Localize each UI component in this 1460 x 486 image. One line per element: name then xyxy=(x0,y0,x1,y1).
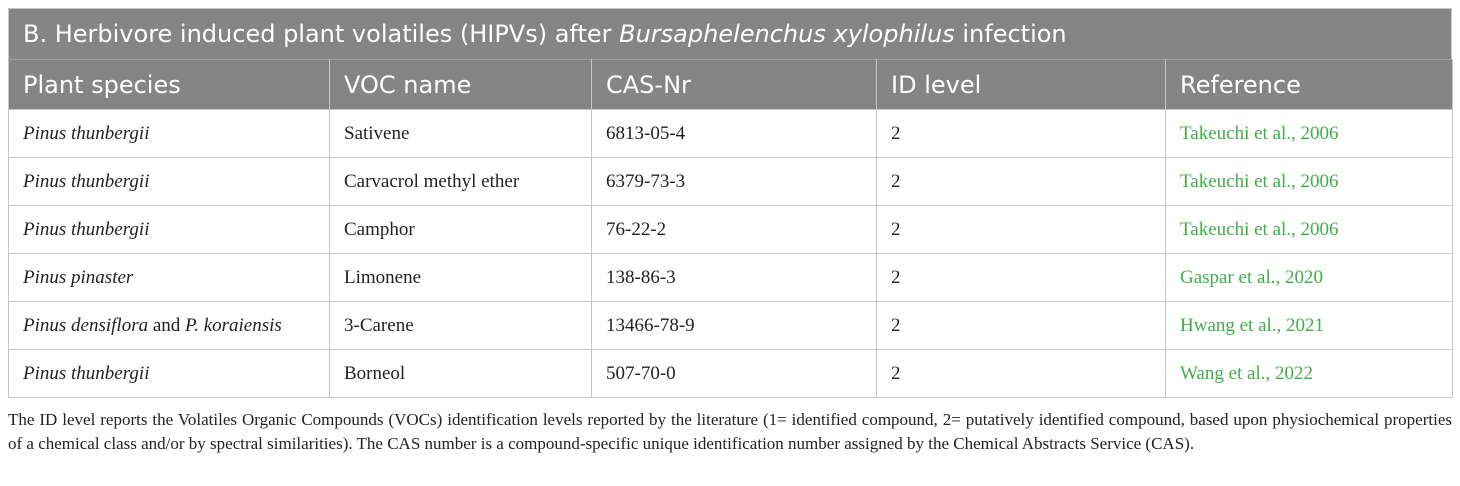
cell-plant-species: Pinus thunbergii xyxy=(9,158,330,206)
cell-reference xyxy=(1166,302,1453,350)
table-title-species: Bursaphelenchus xylophilus xyxy=(619,20,955,48)
col-header-cas-nr: CAS-Nr xyxy=(592,60,877,110)
cell-voc-name: 3-Carene xyxy=(330,302,592,350)
cell-plant-species: Pinus thunbergii xyxy=(9,350,330,398)
cell-id-level: 2 xyxy=(877,158,1166,206)
reference-link[interactable]: Hwang et al., 2021 xyxy=(1180,314,1325,336)
reference-link[interactable]: Gaspar et al., 2020 xyxy=(1180,266,1323,288)
cell-cas-nr: 6813-05-4 xyxy=(592,110,877,158)
cell-voc-name: Limonene xyxy=(330,254,592,302)
col-header-plant-species: Plant species xyxy=(9,60,330,110)
header-row xyxy=(9,60,1453,110)
cell-voc-name: Camphor xyxy=(330,206,592,254)
cell-reference xyxy=(1166,110,1453,158)
cell-cas-nr: 507-70-0 xyxy=(592,350,877,398)
reference-link[interactable]: Takeuchi et al., 2006 xyxy=(1180,170,1339,192)
cell-reference xyxy=(1166,350,1453,398)
reference-link[interactable]: Wang et al., 2022 xyxy=(1180,362,1314,384)
reference-link[interactable]: Takeuchi et al., 2006 xyxy=(1180,218,1339,240)
cell-id-level: 2 xyxy=(877,254,1166,302)
col-header-reference: Reference xyxy=(1166,60,1453,110)
table-row xyxy=(9,302,1453,350)
cell-voc-name: Borneol xyxy=(330,350,592,398)
col-header-id-level: ID level xyxy=(877,60,1166,110)
cell-plant-species: Pinus thunbergii xyxy=(9,110,330,158)
cell-plant-species xyxy=(9,302,330,350)
cell-plant-species: Pinus pinaster xyxy=(9,254,330,302)
cell-reference xyxy=(1166,254,1453,302)
cell-id-level: 2 xyxy=(877,206,1166,254)
cell-id-level: 2 xyxy=(877,302,1166,350)
cell-id-level: 2 xyxy=(877,110,1166,158)
col-header-voc-name: VOC name xyxy=(330,60,592,110)
table-row xyxy=(9,158,1453,206)
table-container xyxy=(8,8,1452,398)
cell-cas-nr: 138-86-3 xyxy=(592,254,877,302)
cell-cas-nr: 13466-78-9 xyxy=(592,302,877,350)
plant-species-name-extra: P. koraiensis xyxy=(185,314,282,336)
table-title-suffix: infection xyxy=(954,20,1067,48)
table-row xyxy=(9,350,1453,398)
cell-id-level: 2 xyxy=(877,350,1166,398)
plant-species-name: Pinus densiflora xyxy=(23,314,149,336)
table-row xyxy=(9,254,1453,302)
table-title-prefix: B. Herbivore induced plant volatiles (HIPVs) after xyxy=(23,20,620,48)
cell-reference xyxy=(1166,158,1453,206)
table-row xyxy=(9,110,1453,158)
reference-link[interactable]: Takeuchi et al., 2006 xyxy=(1180,122,1339,144)
table-title xyxy=(8,8,1452,59)
hipv-table xyxy=(8,59,1453,398)
cell-cas-nr: 6379-73-3 xyxy=(592,158,877,206)
cell-reference xyxy=(1166,206,1453,254)
cell-voc-name: Sativene xyxy=(330,110,592,158)
plant-species-conjunction: and xyxy=(148,314,186,336)
table-row xyxy=(9,206,1453,254)
cell-plant-species: Pinus thunbergii xyxy=(9,206,330,254)
cell-voc-name: Carvacrol methyl ether xyxy=(330,158,592,206)
cell-cas-nr: 76-22-2 xyxy=(592,206,877,254)
table-footnote: The ID level reports the Volatiles Organic Compounds (VOCs) identification levels reported by the literature (1= identified compound, 2= putatively identified compound, based upon physiochemical properties of a chemical class and/or by spectral similarities). The CAS number is a compound-specific unique identification number assigned by the Chemical Abstracts Service (CAS). xyxy=(8,410,1452,453)
